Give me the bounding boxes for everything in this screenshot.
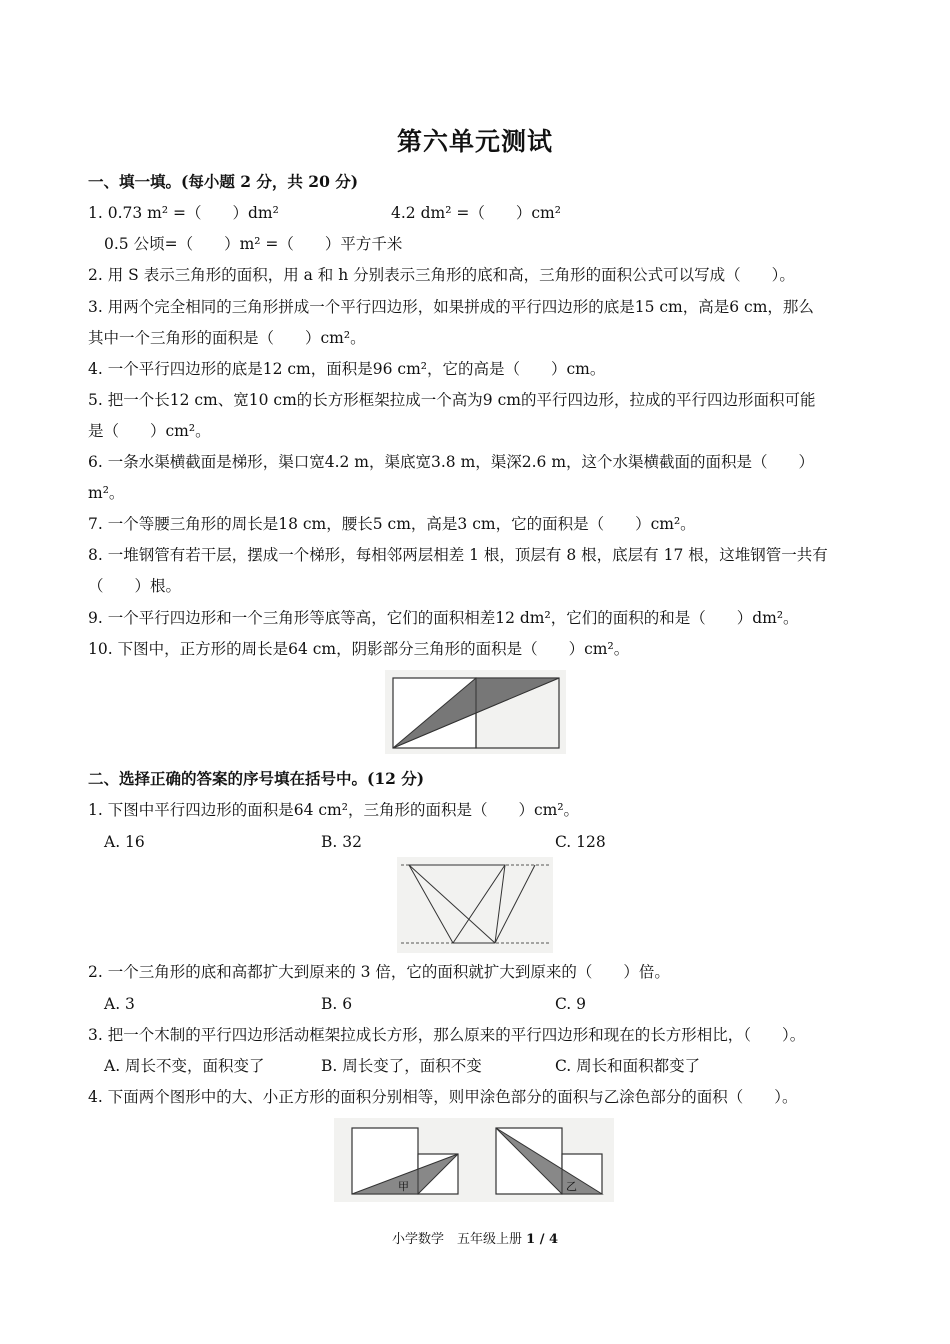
question-8a: 8. 一堆钢管有若干层，摆成一个梯形，每相邻两层相差 1 根，顶层有 8 根，底层有 17 根，这堆钢管一共有 xyxy=(88,546,828,564)
page-number: 1 / 4 xyxy=(526,1232,559,1247)
footer-text: 小学数学 五年级上册 xyxy=(391,1232,522,1247)
choice-1-option-c: C. 128 xyxy=(555,833,606,851)
choice-3-option-c: C. 周长和面积都变了 xyxy=(555,1057,701,1075)
choice-question-4: 4. 下面两个图形中的大、小正方形的面积分别相等，则甲涂色部分的面积与乙涂色部分的面积（ ）。 xyxy=(88,1088,798,1106)
choice-2-option-b: B. 6 xyxy=(321,995,353,1013)
choice-3-option-a: A. 周长不变，面积变了 xyxy=(104,1057,265,1075)
page-footer xyxy=(0,1228,950,1247)
question-5a: 5. 把一个长12 cm、宽10 cm的长方形框架拉成一个高为9 cm的平行四边形，拉成的平行四边形面积可能 xyxy=(88,391,816,409)
question-2: 2. 用 S 表示三角形的面积，用 a 和 h 分别表示三角形的底和高，三角形的面积公式可以写成（ ）。 xyxy=(88,266,795,284)
question-6a: 6. 一条水渠横截面是梯形，渠口宽4.2 m，渠底宽3.8 m，渠深2.6 m，这个水渠横截面的面积是（ ） xyxy=(88,453,815,471)
question-1b: 4.2 dm² =（ ）cm² xyxy=(391,204,561,222)
square-shaded-triangle-figure xyxy=(385,670,566,754)
page-title: 第六单元测试 xyxy=(396,127,553,156)
question-1c: 0.5 公顷=（ ）m² =（ ）平方千米 xyxy=(104,235,403,253)
parallelogram-triangle-figure xyxy=(397,857,553,953)
question-5b: 是（ ）cm²。 xyxy=(88,422,211,440)
question-6b: m²。 xyxy=(88,484,125,502)
question-8b: （ ）根。 xyxy=(88,577,182,595)
choice-question-3: 3. 把一个木制的平行四边形活动框架拉成长方形，那么原来的平行四边形和现在的长方形相比，（ ）。 xyxy=(88,1026,806,1044)
question-3b: 其中一个三角形的面积是（ ）cm²。 xyxy=(88,329,366,347)
question-10: 10. 下图中，正方形的周长是64 cm，阴影部分三角形的面积是（ ）cm²。 xyxy=(88,640,630,658)
choice-1-option-b: B. 32 xyxy=(321,833,362,851)
figure-label-yi: 乙 xyxy=(566,1180,577,1193)
section-2-heading: 二、选择正确的答案的序号填在括号中。(12 分) xyxy=(88,769,425,788)
question-3a: 3. 用两个完全相同的三角形拼成一个平行四边形，如果拼成的平行四边形的底是15 cm，高是6 cm，那么 xyxy=(88,298,814,316)
choice-3-option-b: B. 周长变了，面积不变 xyxy=(321,1057,482,1075)
choice-2-option-a: A. 3 xyxy=(104,995,135,1013)
question-1a: 1. 0.73 m² =（ ）dm² xyxy=(88,204,279,222)
choice-2-option-c: C. 9 xyxy=(555,995,587,1013)
choice-question-2: 2. 一个三角形的底和高都扩大到原来的 3 倍，它的面积就扩大到原来的（ ）倍。 xyxy=(88,963,670,981)
two-squares-shaded-figure xyxy=(334,1118,614,1202)
question-4: 4. 一个平行四边形的底是12 cm，面积是96 cm²，它的高是（ ）cm。 xyxy=(88,360,606,378)
choice-question-1: 1. 下图中平行四边形的面积是64 cm²，三角形的面积是（ ）cm²。 xyxy=(88,801,580,819)
section-1-heading: 一、填一填。(每小题 2 分，共 20 分) xyxy=(88,172,359,191)
question-7: 7. 一个等腰三角形的周长是18 cm，腰长5 cm，高是3 cm，它的面积是（ ）cm²。 xyxy=(88,515,696,533)
figure-label-jia: 甲 xyxy=(398,1180,409,1193)
question-9: 9. 一个平行四边形和一个三角形等底等高，它们的面积相差12 dm²，它们的面积的和是（ ）dm²。 xyxy=(88,609,799,627)
choice-1-option-a: A. 16 xyxy=(104,833,145,851)
